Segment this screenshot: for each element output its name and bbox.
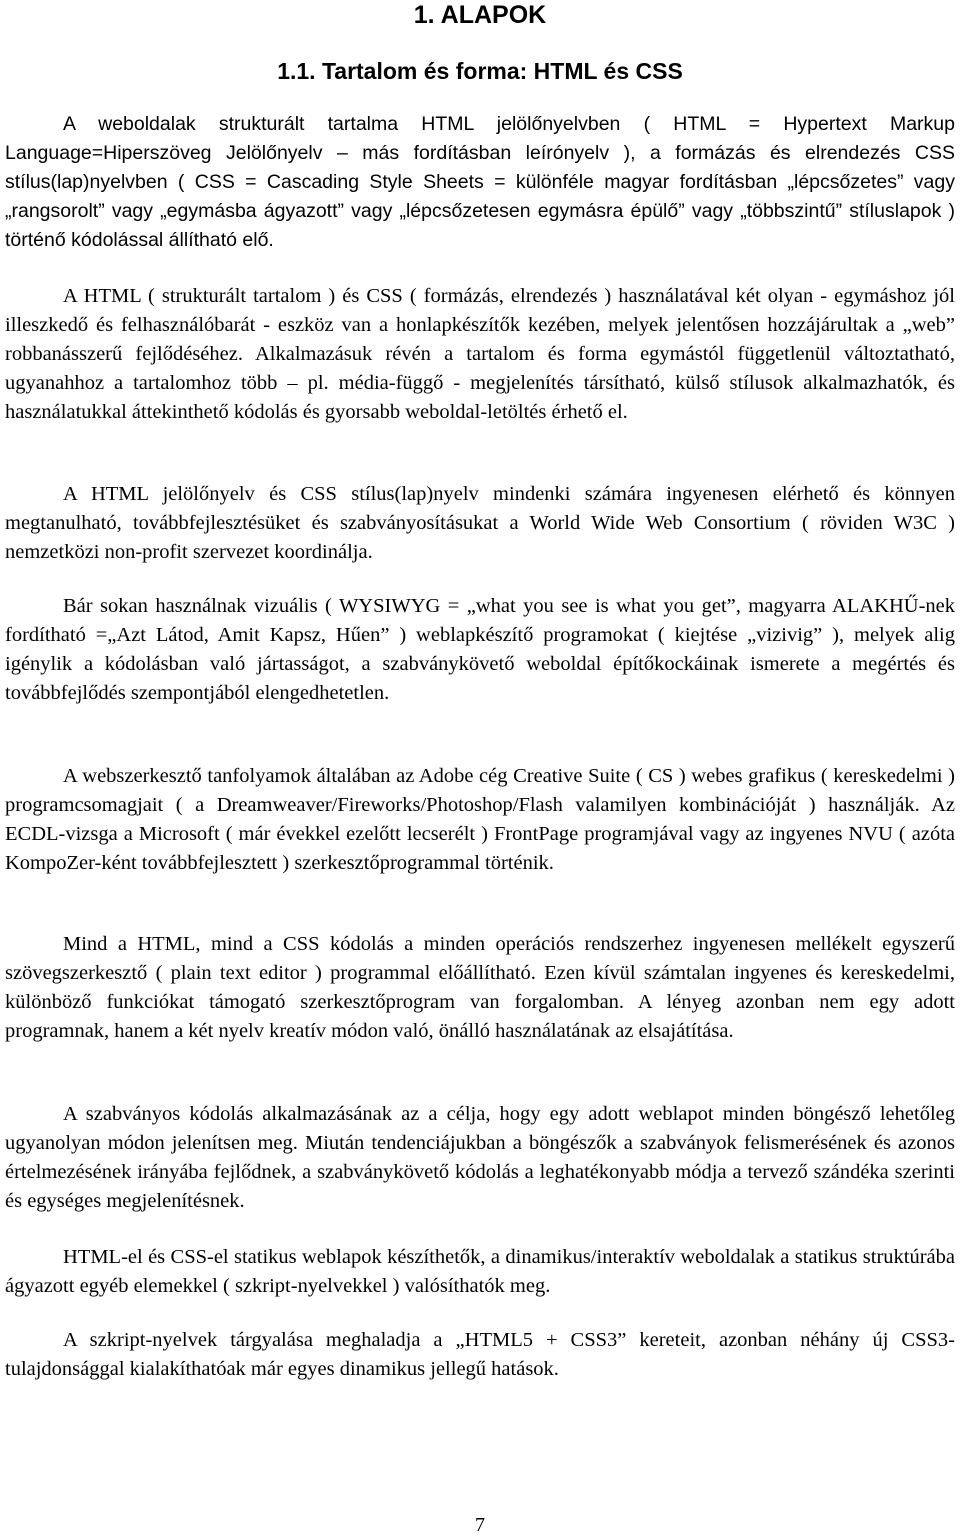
page-number: 7 bbox=[475, 1514, 485, 1536]
paragraph-w3c: A HTML jelölőnyelv és CSS stílus(lap)nyelv mindenki számára ingyenesen elérhető és könnyen megtanulható, továbbfejlesztésüket és szabványosításukat a World Wide Web Consortium ( röviden W3C ) nemzetközi non-profit szervezet koordinálja. bbox=[5, 483, 955, 563]
paragraph-text-editor: Mind a HTML, mind a CSS kódolás a minden operációs rendszerhez ingyenesen mellékelt egyszerű szövegszerkesztő ( plain text editor ) programmal előállítható. Ezen kívül számtalan ingyenes és kereskedelmi, különböző funkciókat támogató szerkesztőprogram van forgalomban. A lényeg azonban nem egy adott programnak, hanem a két nyelv kreatív módon való, önálló használatának az elsajátítása. bbox=[5, 933, 955, 1042]
paragraph-wysiwyg: Bár sokan használnak vizuális ( WYSIWYG = „what you see is what you get”, magyarra ALAKHŰ-nek fordítható =„Azt Látod, Amit Kapsz, Hűen” ) weblapkészítő programokat ( kiejtése „vizivig” ), melyek alig igénylik a kódolásban való jártasságot, a szabványkövető weboldal építőkockáinak ismerete a megértés és továbbfejlődés szempontjából elengedhetetlen. bbox=[5, 595, 955, 704]
paragraph-static-dynamic: HTML-el és CSS-el statikus weblapok készíthetők, a dinamikus/interaktív weboldalak a statikus struktúrába ágyazott egyéb elemekkel ( szkript-nyelvekkel ) valósíthatók meg. bbox=[5, 1246, 955, 1297]
paragraph-html-css-benefits: A HTML ( strukturált tartalom ) és CSS ( formázás, elrendezés ) használatával két olyan - egymáshoz jól illeszkedő és felhasználóbarát - eszköz van a honlapkészítők kezében, melyek jelentősen hozzájárultak a „web” robbanásszerű fejlődéséhez. Alkalmazásuk révén a tartalom és forma egymástól függetlenül változtatható, ugyanahhoz a tartalomhoz több – pl. média-függő - megjelenítés társítható, külső stílusok alkalmazhatók, és használatukkal áttekinthető kódolás és gyorsabb weboldal-letöltés érhető el. bbox=[5, 285, 955, 423]
paragraph-scripting: A szkript-nyelvek tárgyalása meghaladja a „HTML5 + CSS3” kereteit, azonban néhány új CSS3-tulajdonsággal kialakíthatóak már egyes dinamikus jellegű hatások. bbox=[5, 1329, 955, 1380]
paragraph-standards: A szabványos kódolás alkalmazásának az a célja, hogy egy adott weblapot minden böngésző lehetőleg ugyanolyan módon jelenítsen meg. Miután tendenciájukban a böngészők a szabványok felismerésének és azonos értelmezésének irányába fejlődnek, a szabványkövető kódolás a leghatékonyabb módja a tervező szándéka szerinti és egységes megjelenítésnek. bbox=[5, 1103, 955, 1212]
section-title: 1.1. Tartalom és forma: HTML és CSS bbox=[277, 58, 683, 84]
chapter-title: 1. ALAPOK bbox=[413, 1, 547, 29]
paragraph-courses: A webszerkesztő tanfolyamok általában az Adobe cég Creative Suite ( CS ) webes grafikus ( kereskedelmi ) programcsomagjait ( a Dreamweaver/Fireworks/Photoshop/Flash valamilyen kombinációját ) használják. Az ECDL-vizsga a Microsoft ( már évekkel ezelőtt lecserélt ) FrontPage programjával vagy az ingyenes NVU ( azóta KompoZer-ként továbbfejlesztett ) szerkesztőprogrammal történik. bbox=[5, 765, 955, 874]
paragraph-intro: A weboldalak strukturált tartalma HTML jelölőnyelvben ( HTML = Hypertext Markup Language=Hiperszöveg Jelölőnyelv – más fordításban leírónyelv ), a formázás és elrendezés CSS stílus(lap)nyelvben ( CSS = Cascading Style Sheets = különféle magyar fordításban „lépcsőzetes” vagy „rangsorolt” vagy „egymásba ágyazott” vagy „lépcsőzetesen egymásra épülő” vagy „többszintű” stíluslapok ) történő kódolással állítható elő. bbox=[5, 113, 955, 251]
